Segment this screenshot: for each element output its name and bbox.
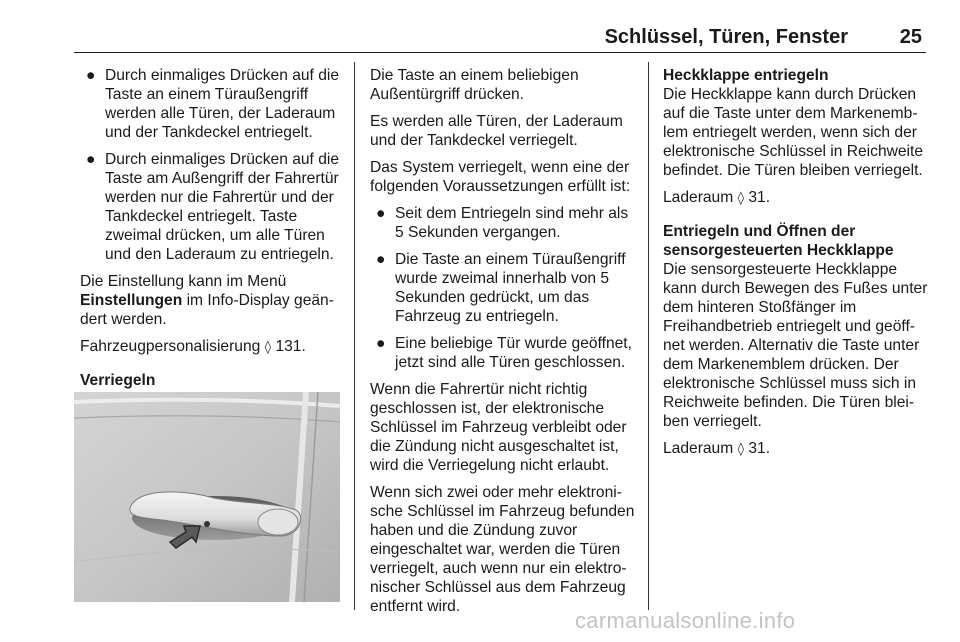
cross-reference[interactable]: Fahrzeugpersonalisierung ◊ 131. — [80, 338, 306, 355]
list-item — [370, 334, 636, 372]
watermark: carmanualsonline.info — [575, 608, 796, 633]
settings-paragraph: Die Einstellung kann im Menü Einstellungen im Info-Display geändert werden. — [80, 273, 334, 328]
list-item — [370, 204, 636, 242]
section-heading: Verriegeln — [80, 372, 156, 389]
paragraph: Das System verriegelt, wenn eine der folgenden Voraussetzungen erfüllt ist: — [370, 159, 631, 195]
page-reference-icon: ◊ — [737, 191, 744, 206]
bullet-icon: ● — [376, 335, 386, 352]
list-item-text: Durch einmaliges Drücken auf die Taste am Außengriff der Fahrertür werden nur die Fahrertür und der Tankdeckel entriegelt. Taste zweimal drücken, um alle Türen und den Laderaum zu entriegeln. — [105, 151, 340, 263]
paragraph: Die Heckklappe kann durch Drücken auf die Taste unter dem Markenemblem entriegelt werden, wenn sich der elektronische Schlüssel in Reichweite befindet. Die Türen bleiben verriegelt. — [663, 86, 924, 179]
list-item — [80, 150, 342, 264]
column-2 — [370, 66, 636, 624]
bullet-icon: ● — [376, 205, 386, 222]
column-divider-2 — [648, 62, 649, 610]
list-item-text: Seit dem Entriegeln sind mehr als 5 Sekunden vergangen. — [395, 205, 629, 241]
settings-menu-name: Einstellungen — [80, 292, 183, 309]
column-1 — [80, 66, 342, 398]
door-handle-image — [74, 392, 340, 602]
door-handle-illustration — [74, 392, 340, 602]
paragraph: Es werden alle Türen, der Laderaum und der Tankdeckel verriegelt. — [370, 113, 623, 149]
page-reference-icon: ◊ — [737, 442, 744, 457]
paragraph: Wenn sich zwei oder mehr elektronische Schlüssel im Fahrzeug befunden haben und die Zündung zuvor eingeschaltet war, werden die Türen verriegelt, auch wenn nur ein elektronischer Schlüssel aus dem Fahrzeug entfernt wird. — [370, 484, 635, 615]
column-divider-1 — [354, 62, 355, 610]
list-item-text: Durch einmaliges Drücken auf die Taste an einem Türaußengriff werden alle Türen, der Laderaum und der Tankdeckel entriegelt. — [105, 67, 340, 141]
list-item — [80, 66, 342, 142]
page-number: 25 — [899, 26, 922, 48]
bullet-icon: ● — [86, 67, 96, 84]
section-heading: Heckklappe entriegeln — [663, 67, 829, 84]
section-heading: Entriegeln und Öffnen der sensorgesteuerten Heckklappe — [663, 223, 894, 259]
header-rule — [74, 52, 926, 53]
cross-reference[interactable]: Laderaum ◊ 31. — [663, 440, 771, 457]
page-reference-icon: ◊ — [264, 340, 272, 355]
paragraph: Die sensorgesteuerte Heckklappe kann durch Bewegen des Fußes unter dem hinteren Stoßfänger im Freihandbetrieb entriegelt und geöffnet werden. Alternativ die Taste unter dem Markenemblem drücken. Der elektronische Schlüssel muss sich in Reichweite befinden. Die Türen bleiben verriegelt. — [663, 261, 928, 430]
paragraph: Wenn die Fahrertür nicht richtig geschlossen ist, der elektronische Schlüssel im Fahrzeug verbleibt oder die Zündung nicht ausgeschaltet ist, wird die Verriegelung nicht erlaubt. — [370, 381, 627, 474]
list-item-text: Die Taste an einem Türaußengriff wurde zweimal innerhalb von 5 Sekunden gedrückt, um das Fahrzeug zu entriegeln. — [395, 251, 626, 325]
running-header-title: Schlüssel, Türen, Fenster — [604, 26, 848, 48]
cross-reference[interactable]: Laderaum ◊ 31. — [663, 189, 771, 206]
column-3 — [663, 66, 929, 467]
bullet-icon: ● — [86, 151, 96, 168]
list-item-text: Eine beliebige Tür wurde geöffnet, jetzt sind alle Türen geschlossen. — [395, 335, 632, 371]
paragraph: Die Taste an einem beliebigen Außentürgriff drücken. — [370, 67, 579, 103]
bullet-icon: ● — [376, 251, 386, 268]
list-item — [370, 250, 636, 326]
